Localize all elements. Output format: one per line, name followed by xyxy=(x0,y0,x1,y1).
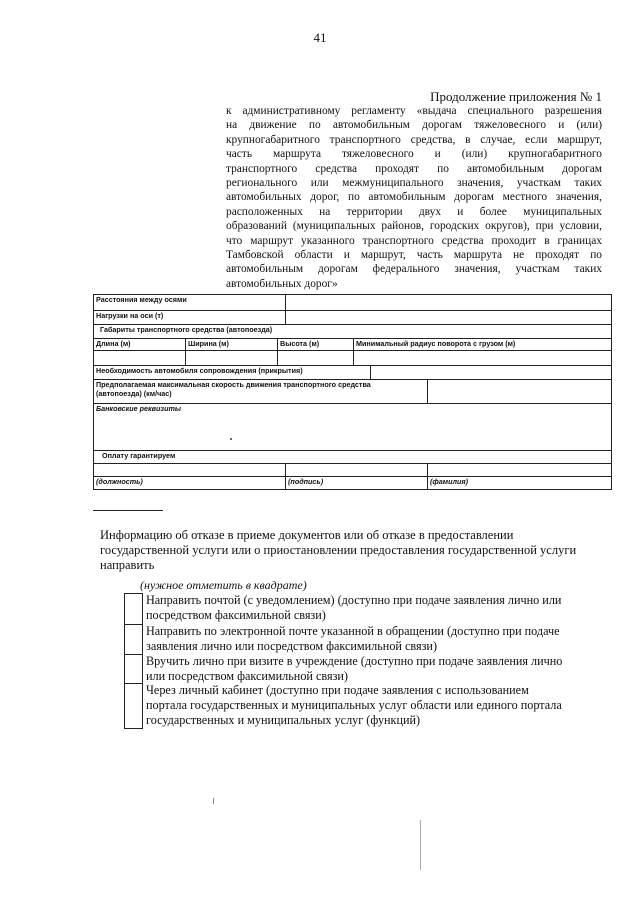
intro-line: к административному регламенту «выдача специального разрешения xyxy=(226,105,602,117)
position-field[interactable] xyxy=(94,464,286,477)
vehicle-form-table xyxy=(93,294,612,490)
regulation-intro xyxy=(226,104,602,291)
option-in-person xyxy=(146,654,606,684)
max-speed-label xyxy=(94,380,428,404)
max-speed-field[interactable] xyxy=(428,380,612,404)
option-checkbox-post[interactable] xyxy=(124,593,143,625)
axle-distance-field[interactable] xyxy=(286,295,612,311)
option-email xyxy=(146,624,606,654)
scan-mark xyxy=(230,438,232,440)
dimensions-header: Габариты транспортного средства (автопоезда) xyxy=(94,325,612,339)
scan-mark xyxy=(420,820,421,870)
axle-distance-label: Расстояния между осями xyxy=(94,295,286,311)
intro-line: что маршрут указанного транспортного средства проходит в границах xyxy=(226,234,602,247)
option-line: Направить почтой (с уведомлением) (доступно при подаче заявления лично или xyxy=(146,593,562,607)
option-line: портала государственных и муниципальных услуг области или единого портала xyxy=(146,698,562,712)
signature-field[interactable] xyxy=(286,464,428,477)
option-checkbox-personal-account[interactable] xyxy=(124,683,143,729)
escort-need-label: Необходимость автомобиля сопровождения (прикрытия) xyxy=(94,366,371,380)
axle-loads-label: Нагрузки на оси (т) xyxy=(94,311,286,325)
option-line: или посредством факсимильной связи) xyxy=(146,669,348,683)
signature-caption: (подпись) xyxy=(286,477,428,490)
intro-line: автомобильным дорогам федерального значения, участкам таких xyxy=(226,263,602,276)
intro-line: Тамбовской области и маршрут, часть маршрута не проходят по xyxy=(226,249,602,262)
option-line: Направить по электронной почте указанной в обращении (доступно при подаче xyxy=(146,624,560,638)
info-line: направить xyxy=(100,558,155,572)
option-line: заявления лично или посредством факсимильной связи) xyxy=(146,639,437,653)
info-line: Информацию об отказе в приеме документов или об отказе в предоставлении xyxy=(100,528,514,542)
width-label: Ширина (м) xyxy=(186,339,278,351)
height-field[interactable] xyxy=(278,351,354,366)
bank-details-label: Банковские реквизиты xyxy=(94,404,612,451)
option-line: Через личный кабинет (доступно при подаче заявления с использованием xyxy=(146,683,529,697)
option-checkbox-in-person[interactable] xyxy=(124,654,143,684)
min-radius-field[interactable] xyxy=(354,351,612,366)
intro-line: расположенных на территории двух и более муниципальных xyxy=(226,205,602,218)
separator-line xyxy=(93,510,163,511)
page-number: 41 xyxy=(313,30,327,45)
width-field[interactable] xyxy=(186,351,278,366)
option-line: посредством факсимильной связи) xyxy=(146,608,326,622)
option-post xyxy=(146,593,606,623)
option-personal-account xyxy=(146,683,606,728)
intro-line: автомобильных дорог, по автомобильным дорогам местного значения, xyxy=(226,191,602,204)
max-speed-label-line1: Предполагаемая максимальная скорость движения транспортного средства xyxy=(96,380,371,389)
intro-line: регионального или межмуниципального значения, участкам таких xyxy=(226,177,602,190)
intro-line: автомобильных дорог» xyxy=(226,277,338,290)
option-line: Вручить лично при визите в учреждение (доступно при подаче заявления лично xyxy=(146,654,563,668)
intro-line: часть маршрута тяжеловесного и (или) крупногабаритного xyxy=(226,148,602,161)
intro-line: транспортного средства проходят по автомобильным дорогам xyxy=(226,162,602,175)
payment-guarantee-label: Оплату гарантируем xyxy=(94,451,612,464)
escort-need-field[interactable] xyxy=(371,366,612,380)
height-label: Высота (м) xyxy=(278,339,354,351)
surname-field[interactable] xyxy=(428,464,612,477)
intro-line: крупногабаритного транспортного средства, в случае, если маршрут, xyxy=(226,133,602,146)
choose-note: (нужное отметить в квадрате) xyxy=(140,578,307,592)
position-caption: (должность) xyxy=(94,477,286,490)
intro-line: на движение по автомобильным дорогам тяжеловесного и (или) xyxy=(226,119,602,132)
length-field[interactable] xyxy=(94,351,186,366)
length-label: Длина (м) xyxy=(94,339,186,351)
surname-caption: (фамилия) xyxy=(428,477,612,490)
option-line: государственных и муниципальных услуг (функций) xyxy=(146,713,421,727)
refusal-info-paragraph xyxy=(100,528,600,573)
option-checkbox-email[interactable] xyxy=(124,624,143,655)
intro-line: образований (муниципальных районов, городских округов), при условии, xyxy=(226,220,602,233)
scan-mark xyxy=(213,798,214,804)
max-speed-label-line2: (автопоезда) (км/час) xyxy=(96,389,172,398)
appendix-continuation-title: Продолжение приложения № 1 xyxy=(430,89,602,104)
info-line: государственной услуги или о приостановлении предоставления государственной услуги xyxy=(100,543,577,557)
min-radius-label: Минимальный радиус поворота с грузом (м) xyxy=(354,339,612,351)
axle-loads-field[interactable] xyxy=(286,311,612,325)
